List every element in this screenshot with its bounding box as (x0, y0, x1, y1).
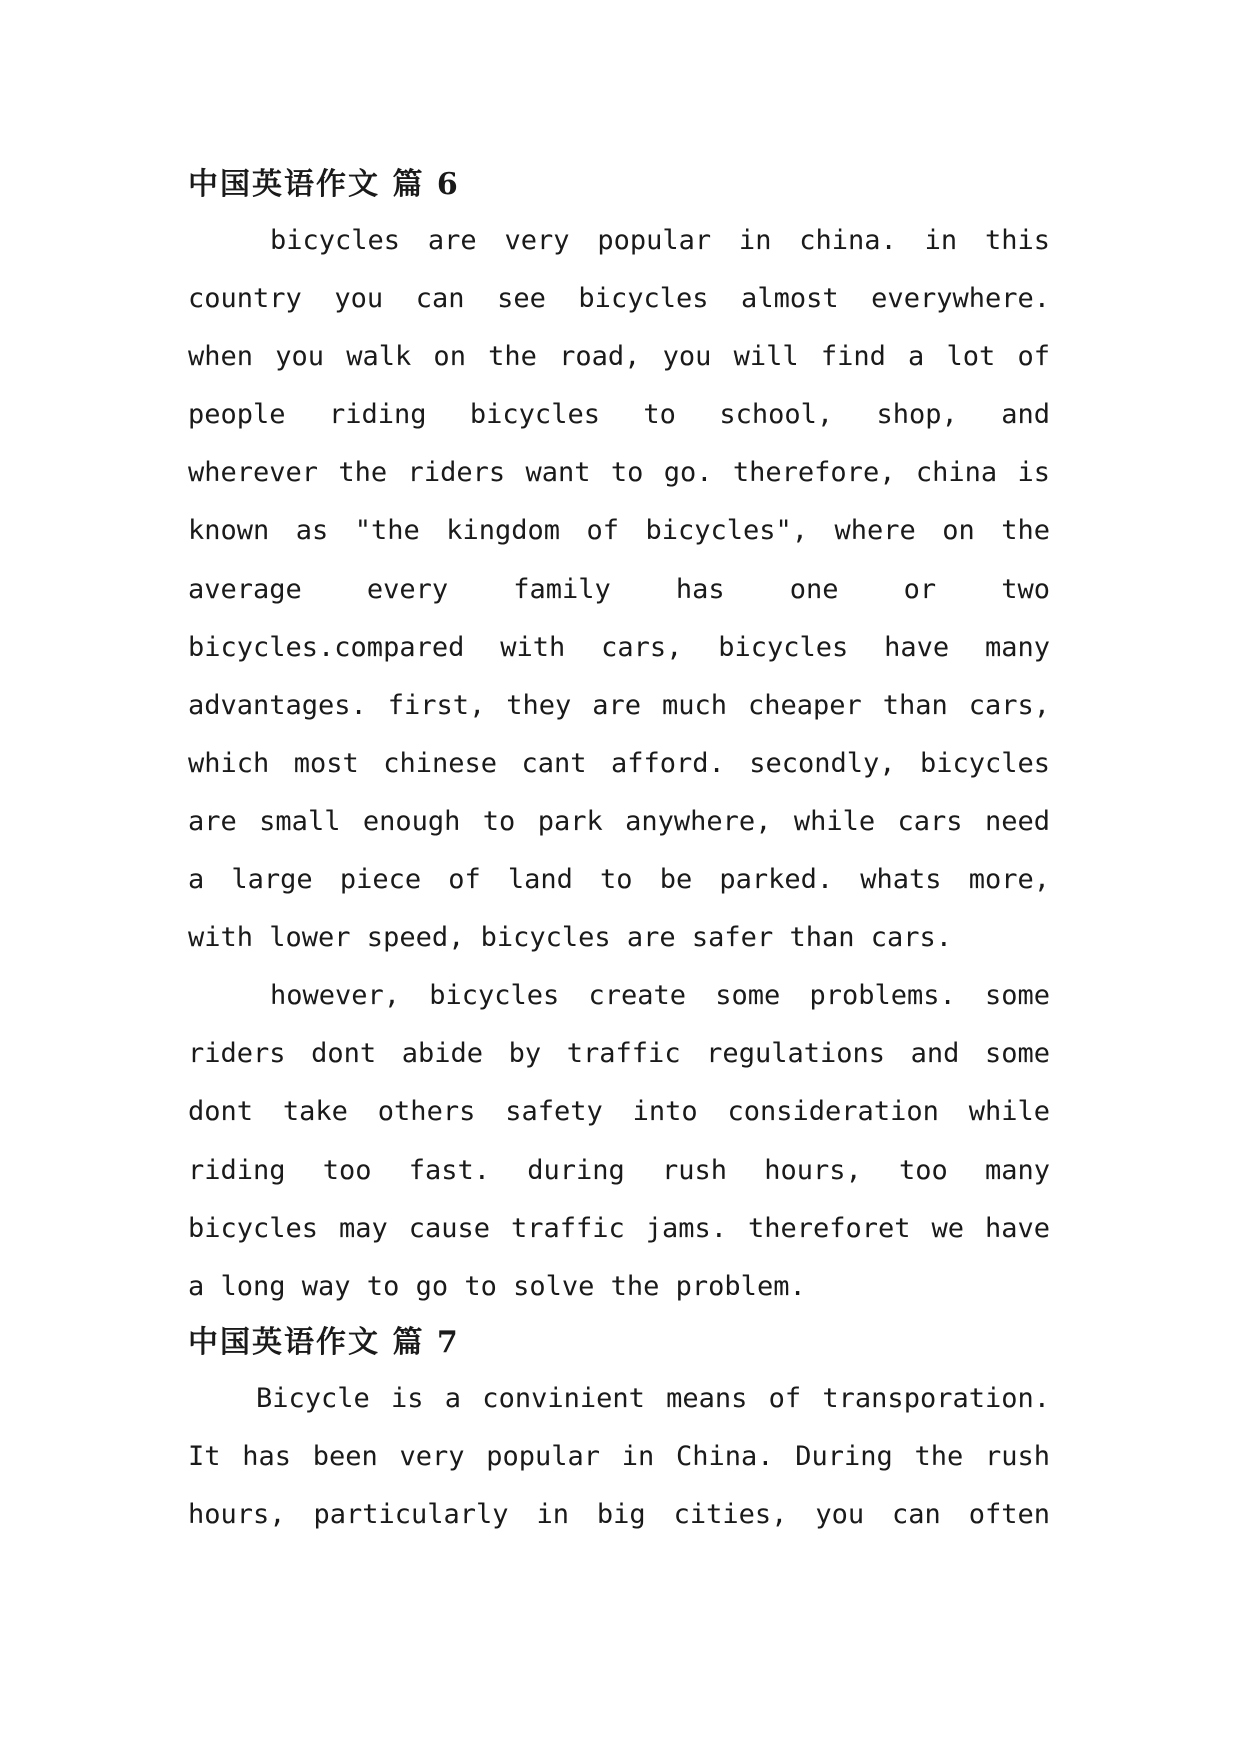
text-line: average every family has one or two (188, 573, 1050, 605)
text-line: which most chinese cant afford. secondly, bicycles (188, 747, 1050, 779)
paragraph (188, 212, 1050, 967)
document-content (188, 158, 1050, 1544)
text-line: hours, particularly in big cities, you can often (188, 1498, 1050, 1530)
text-line: riders dont abide by traffic regulations and some (188, 1038, 1050, 1070)
text-line: wherever the riders want to go. therefore, china is (188, 457, 1050, 489)
text-line: a large piece of land to be parked. whats more, (188, 864, 1050, 896)
paragraph (188, 1370, 1050, 1544)
text-line: bicycles are very popular in china. in this (270, 225, 1050, 256)
essay-section-7 (188, 1316, 1050, 1544)
text-line: known as "the kingdom of bicycles", where on the (188, 515, 1050, 547)
text-line: bicycles may cause traffic jams. thereforet we have (188, 1212, 1050, 1244)
text-line: with lower speed, bicycles are safer than cars. (188, 922, 953, 954)
text-line: bicycles.compared with cars, bicycles have many (188, 631, 1050, 663)
text-line: It has been very popular in China. During the rush (188, 1440, 1050, 1472)
text-line: people riding bicycles to school, shop, and (188, 399, 1050, 431)
text-line: however, bicycles create some problems. some (270, 980, 1050, 1012)
section-heading: 中国英语作文 篇 7 (188, 1324, 460, 1360)
text-line: Bicycle is a convinient means of transporation. (256, 1382, 1050, 1414)
text-line: riding too fast. during rush hours, too many (188, 1154, 1050, 1186)
text-line: advantages. first, they are much cheaper than cars, (188, 689, 1050, 721)
text-line: are small enough to park anywhere, while cars need (188, 805, 1050, 837)
text-line: country you can see bicycles almost everywhere. (188, 283, 1050, 315)
text-line: when you walk on the road, you will find a lot of (188, 341, 1050, 373)
paragraph (188, 967, 1050, 1316)
text-line: a long way to go to solve the problem. (188, 1270, 806, 1302)
section-heading: 中国英语作文 篇 6 (188, 167, 460, 202)
text-line: dont take others safety into consideration while (188, 1096, 1050, 1128)
essay-section-6 (188, 158, 1050, 1316)
